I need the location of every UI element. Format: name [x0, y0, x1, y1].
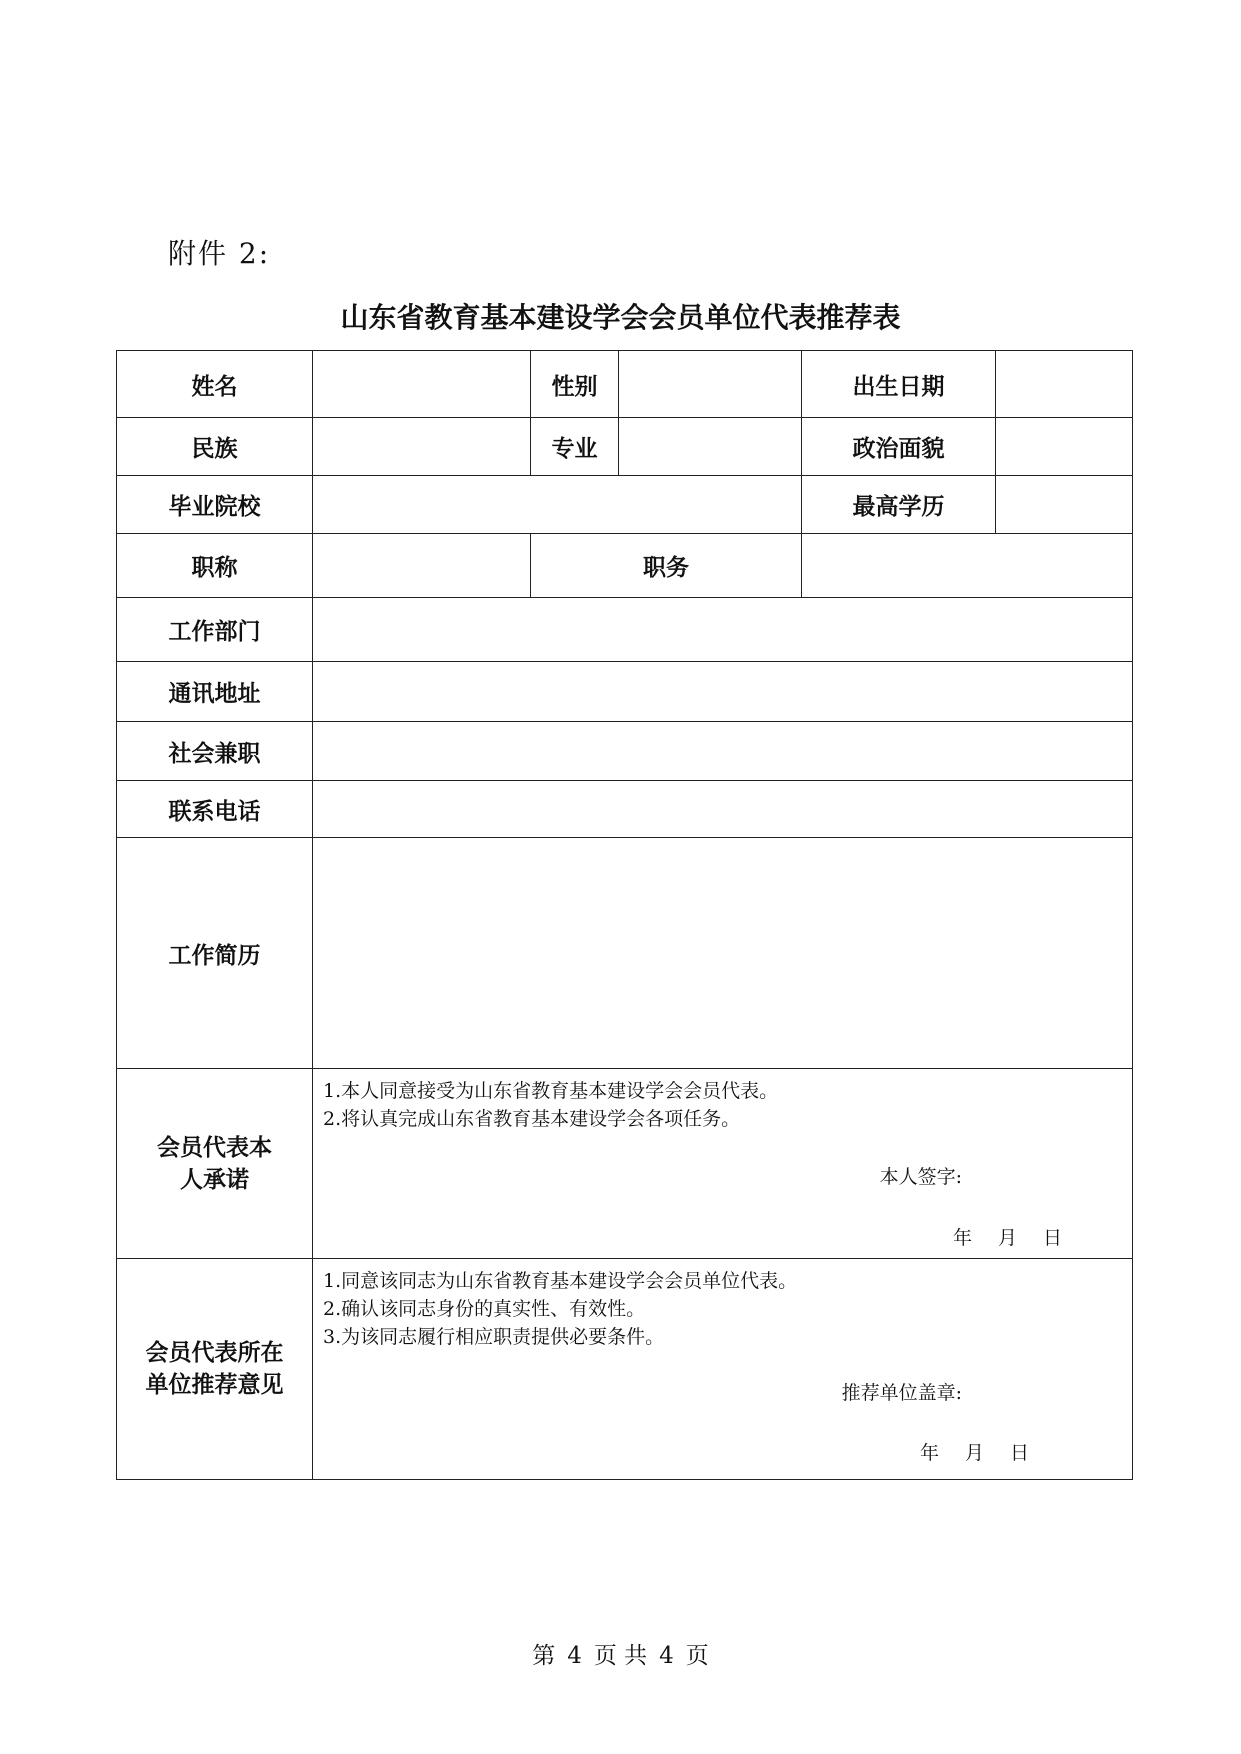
ethnicity-field[interactable] [313, 418, 531, 476]
social-position-field[interactable] [313, 722, 1133, 781]
birth-date-label: 出生日期 [802, 351, 996, 418]
position-field[interactable] [802, 534, 1133, 598]
pledge-line-2: 2.将认真完成山东省教育基本建设学会各项任务。 [323, 1108, 741, 1130]
recommendation-cell [313, 1259, 1133, 1480]
pledge-label [117, 1069, 313, 1259]
school-label: 毕业院校 [117, 476, 313, 534]
recommendation-form [116, 350, 1133, 1480]
professional-title-label: 职称 [117, 534, 313, 598]
birth-date-field[interactable] [996, 351, 1133, 418]
gender-field[interactable] [619, 351, 802, 418]
work-resume-label: 工作简历 [117, 838, 313, 1069]
pledge-date-month: 月 [997, 1227, 1017, 1249]
pledge-cell [313, 1069, 1133, 1259]
school-field[interactable] [313, 476, 802, 534]
recommendation-date [894, 1439, 1029, 1467]
page-middle: 页 共 [593, 1643, 648, 1669]
gender-label: 性别 [531, 351, 619, 418]
pledge-line-1: 1.本人同意接受为山东省教育基本建设学会会员代表。 [323, 1080, 779, 1102]
major-field[interactable] [619, 418, 802, 476]
position-label: 职务 [531, 534, 802, 598]
page-suffix: 页 [685, 1643, 709, 1669]
pledge-date-day: 日 [1042, 1227, 1062, 1249]
professional-title-field[interactable] [313, 534, 531, 598]
pledge-date-year: 年 [952, 1227, 972, 1249]
phone-field[interactable] [313, 781, 1133, 838]
recommendation-line-2: 2.确认该同志身份的真实性、有效性。 [323, 1298, 646, 1320]
social-position-label: 社会兼职 [117, 722, 313, 781]
recommendation-date-year: 年 [919, 1442, 939, 1464]
pledge-label-text: 会员代表本人承诺 [157, 1134, 272, 1193]
political-status-label: 政治面貌 [802, 418, 996, 476]
page-footer [0, 1637, 1241, 1670]
recommendation-line-1: 1.同意该同志为山东省教育基本建设学会会员单位代表。 [323, 1270, 798, 1292]
phone-label: 联系电话 [117, 781, 313, 838]
ethnicity-label: 民族 [117, 418, 313, 476]
recommendation-date-month: 月 [964, 1442, 984, 1464]
recommendation-date-day: 日 [1009, 1442, 1029, 1464]
work-resume-field[interactable] [313, 838, 1133, 1069]
education-label: 最高学历 [802, 476, 996, 534]
recommendation-line-3: 3.为该同志履行相应职责提供必要条件。 [323, 1326, 665, 1348]
major-label: 专业 [531, 418, 619, 476]
pledge-signature-label: 本人签字: [879, 1166, 962, 1188]
political-status-field[interactable] [996, 418, 1133, 476]
address-label: 通讯地址 [117, 662, 313, 722]
education-field[interactable] [996, 476, 1133, 534]
address-field[interactable] [313, 662, 1133, 722]
recommending-unit-seal-label: 推荐单位盖章: [841, 1382, 962, 1404]
department-label: 工作部门 [117, 598, 313, 662]
recommendation-label-text: 会员代表所在单位推荐意见 [145, 1340, 284, 1398]
recommendation-label [117, 1259, 313, 1480]
name-label: 姓名 [117, 351, 313, 418]
attachment-label: 附件 2: [168, 237, 271, 270]
page-total: 4 [659, 1643, 674, 1669]
department-field[interactable] [313, 598, 1133, 662]
page-number: 4 [567, 1643, 582, 1669]
page-prefix: 第 [532, 1643, 556, 1669]
name-field[interactable] [313, 351, 531, 418]
pledge-date [927, 1224, 1062, 1252]
form-title: 山东省教育基本建设学会会员单位代表推荐表 [340, 301, 901, 334]
